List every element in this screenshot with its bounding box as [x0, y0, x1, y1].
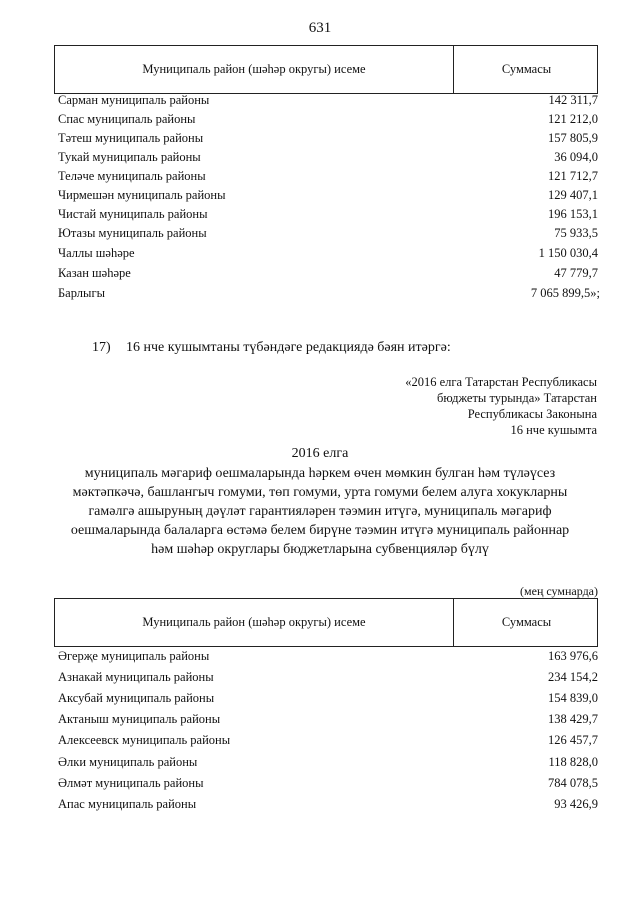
table-row: [58, 776, 598, 794]
row-value: 121 212,0: [548, 112, 598, 126]
row-name: Әлки муниципаль районы: [58, 755, 198, 769]
document-title: [40, 444, 600, 559]
table-row: [58, 797, 598, 815]
table-row: [58, 246, 598, 264]
row-value: 121 712,7: [548, 169, 598, 183]
table-row: [58, 712, 598, 730]
table-row: [58, 649, 598, 667]
title-line: гамәлгә ашыруның дәүләт гарантияләрен тәэмин итүгә, муниципаль мәгариф: [88, 504, 552, 519]
table2-header: [54, 598, 598, 647]
row-value: 7 065 899,5»;: [530, 286, 600, 300]
title-line: оешмаларында балаларга өстәмә белем бирүне тәэмин итүгә муниципаль районнар: [70, 523, 570, 538]
row-name: Тәтеш муниципаль районы: [58, 131, 204, 145]
row-value: 129 407,1: [548, 188, 598, 202]
units-note: (мең сумнарда): [520, 584, 598, 598]
title-line: мәктәпкәчә, башлангыч гомуми, төп гомуми, урта гомуми белем алуга хокукларны: [72, 485, 568, 500]
table-row: [58, 150, 598, 168]
row-name: Актаныш муниципаль районы: [58, 712, 221, 726]
row-name: Чирмешән муниципаль районы: [58, 188, 226, 202]
appendix-note: [405, 374, 597, 438]
table-row: [58, 188, 598, 206]
row-value: 784 078,5: [548, 776, 598, 790]
table-row: [58, 266, 598, 284]
item-17: [92, 340, 451, 356]
title-line: 2016 елга: [291, 446, 349, 461]
row-name: Спас муниципаль районы: [58, 112, 196, 126]
row-name: Апас муниципаль районы: [58, 797, 197, 811]
row-name: Казан шәһәре: [58, 266, 131, 280]
row-value: 93 426,9: [554, 797, 598, 811]
table-total-row: [58, 286, 598, 304]
appendix-note-line: Республикасы Законына: [467, 407, 597, 421]
row-name: Әлмәт муниципаль районы: [58, 776, 204, 790]
table-row: [58, 733, 598, 751]
row-value: 154 839,0: [548, 691, 598, 705]
table-row: [58, 112, 598, 130]
appendix-note-line: 16 нче кушымта: [510, 423, 597, 437]
row-name: Азнакай муниципаль районы: [58, 670, 214, 684]
item-17-number: 17): [92, 340, 111, 355]
row-value: 142 311,7: [548, 93, 598, 107]
table-row: [58, 670, 598, 688]
appendix-note-line: «2016 елга Татарстан Республикасы: [405, 375, 597, 389]
table2-header-name: Муниципаль район (шәһәр округы) исеме: [142, 615, 366, 629]
row-name: Барлыгы: [58, 286, 105, 300]
row-value: 75 933,5: [554, 226, 598, 240]
row-name: Чаллы шәһәре: [58, 246, 135, 260]
title-line: һәм шәһәр округлары бюджетларына субвенцияләр бүлү: [151, 542, 489, 557]
row-value: 138 429,7: [548, 712, 598, 726]
row-value: 36 094,0: [554, 150, 598, 164]
table1-header-sum: Суммасы: [501, 62, 552, 76]
table-row: [58, 226, 598, 244]
row-value: 163 976,6: [548, 649, 598, 663]
table-row: [58, 755, 598, 773]
table2-header-sum: Суммасы: [501, 615, 552, 629]
row-name: Тукай муниципаль районы: [58, 150, 201, 164]
row-name: Алексеевск муниципаль районы: [58, 733, 231, 747]
row-name: Сарман муниципаль районы: [58, 93, 210, 107]
row-value: 47 779,7: [554, 266, 598, 280]
row-value: 157 805,9: [548, 131, 598, 145]
row-value: 1 150 030,4: [538, 246, 598, 260]
row-name: Теләче муниципаль районы: [58, 169, 206, 183]
table-row: [58, 169, 598, 187]
page-number: 631: [308, 20, 332, 36]
row-value: 126 457,7: [548, 733, 598, 747]
row-name: Ютазы муниципаль районы: [58, 226, 207, 240]
table-row: [58, 93, 598, 111]
table-row: [58, 131, 598, 149]
row-value: 196 153,1: [548, 207, 598, 221]
item-17-text: 16 нче кушымтаны түбәндәге редакциядә бәян итәргә:: [126, 340, 451, 355]
row-name: Әгерҗе муниципаль районы: [58, 649, 210, 663]
row-value: 234 154,2: [548, 670, 598, 684]
appendix-note-line: бюджеты турында» Татарстан: [437, 391, 597, 405]
row-value: 118 828,0: [548, 755, 598, 769]
table1-header-name: Муниципаль район (шәһәр округы) исеме: [142, 62, 366, 76]
row-name: Аксубай муниципаль районы: [58, 691, 215, 705]
table1-header: [54, 45, 598, 94]
table-row: [58, 691, 598, 709]
table-row: [58, 207, 598, 225]
title-line: муниципаль мәгариф оешмаларында һәркем өчен мөмкин булган һәм түләүсез: [84, 466, 556, 481]
row-name: Чистай муниципаль районы: [58, 207, 208, 221]
